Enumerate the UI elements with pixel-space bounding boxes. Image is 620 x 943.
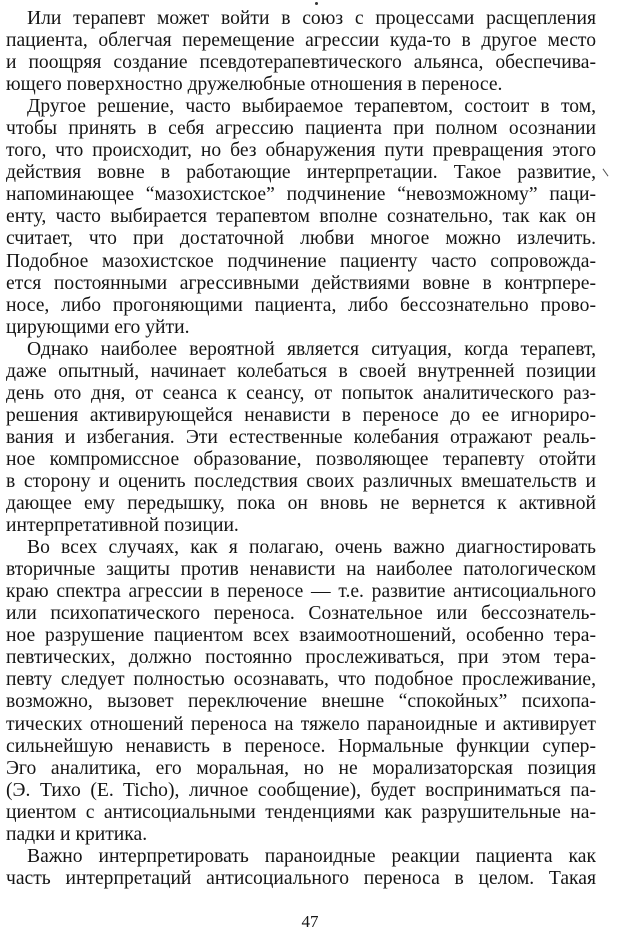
text-line: ное разрушение пациентом всех взаимоотношений, особенно тера- <box>6 625 596 647</box>
text-line: Во всех случаях, как я полагаю, очень важно диагностировать <box>27 537 596 559</box>
text-line: Важно интерпретировать параноидные реакции пациента как <box>27 845 596 867</box>
text-line: Эго аналитика, его моральная, но не морализаторская позиция <box>6 757 596 779</box>
text-line: пациента, облегчая перемещение агрессии куда-то в другое место <box>6 30 596 52</box>
text-line: циентом с антисоциальными тенденциями как разрушительные на- <box>6 801 596 823</box>
text-line: интерпретативной позиции. <box>6 515 239 537</box>
text-line: певтических, должно постоянно прослеживаться, при этом тера- <box>6 647 596 669</box>
text-line: енту, часто выбирается терапевтом вполне сознательно, так как он <box>6 206 596 228</box>
text-line: Однако наиболее вероятной является ситуация, когда терапевт, <box>27 338 596 360</box>
text-line: дающее ему передышку, пока он вновь не вернется к активной <box>6 493 596 515</box>
paragraph <box>6 8 596 96</box>
paragraph <box>6 339 596 537</box>
text-line: тических отношений переноса на тяжело параноидные и активирует <box>6 713 596 735</box>
text-line: ется постоянными агрессивными действиями вовне в контрпере- <box>6 272 596 294</box>
text-line: даже опытный, начинает колебаться в своей внутренней позиции <box>6 360 596 382</box>
text-line: краю спектра агрессии в переносе — т.е. развитие антисоциального <box>6 581 596 603</box>
paragraph <box>6 846 596 890</box>
text-line: день ото дня, от сеанса к сеансу, от попыток аналитического раз- <box>6 382 596 404</box>
text-line: возможно, вызовет переключение внешне “спокойных” психопа- <box>6 691 596 713</box>
text-line: решения активирующейся ненависти в переносе до ее игнориро- <box>6 404 596 426</box>
text-line: действия вовне в работающие интерпретации. Такое развитие, <box>6 162 596 184</box>
paragraph <box>6 537 596 846</box>
text-line: Подобное мазохистское подчинение пациенту часто сопровожда- <box>6 250 596 272</box>
text-line: падки и критика. <box>6 823 148 845</box>
text-line: считает, что при достаточной любви многое можно излечить. <box>6 228 596 250</box>
text-line: цирующими его уйти. <box>6 316 190 338</box>
text-line: ющего поверхностно дружелюбные отношения в переносе. <box>6 74 503 96</box>
paragraph <box>6 96 596 339</box>
scan-speck <box>315 2 318 5</box>
text-line: (Э. Тихо (E. Ticho), личное сообщение), будет восприниматься па- <box>6 779 596 801</box>
page-number: 47 <box>301 912 319 931</box>
text-line: в сторону и оценить последствия своих различных вмешательств и <box>6 470 596 492</box>
text-line: чтобы принять в себя агрессию пациента при полном осознании <box>6 118 596 140</box>
text-line: носе, либо прогоняющими пациента, либо бессознательно прово- <box>6 294 596 316</box>
text-line: Другое решение, часто выбираемое терапевтом, состоит в том, <box>27 96 596 118</box>
text-line: напоминающее “мазохистское” подчинение “невозможному” паци- <box>6 184 596 206</box>
text-line: Или терапевт может войти в союз с процессами расщепления <box>27 8 596 29</box>
text-line: ное компромиссное образование, позволяющее терапевту отойти <box>6 448 596 470</box>
text-line: вания и избегания. Эти естественные колебания отражают реаль- <box>6 426 596 448</box>
text-line: того, что происходит, но без обнаружения пути превращения этого <box>6 140 596 162</box>
text-line: или психопатического переноса. Сознательное или бессознатель- <box>6 603 596 625</box>
text-line: певту следует полностью осознавать, что подобное прослеживание, <box>6 669 596 691</box>
text-line: сильнейшую ненависть в переносе. Нормальные функции супер- <box>6 735 596 757</box>
text-line: вторичные защиты против ненависти на наиболее патологическом <box>6 559 596 581</box>
body-text <box>6 8 596 890</box>
text-line: и поощряя создание псевдотерапевтического альянса, обеспечива- <box>6 52 596 74</box>
text-line: часть интерпретаций антисоциального переноса в целом. Такая <box>6 867 596 889</box>
margin-mark <box>603 169 609 177</box>
